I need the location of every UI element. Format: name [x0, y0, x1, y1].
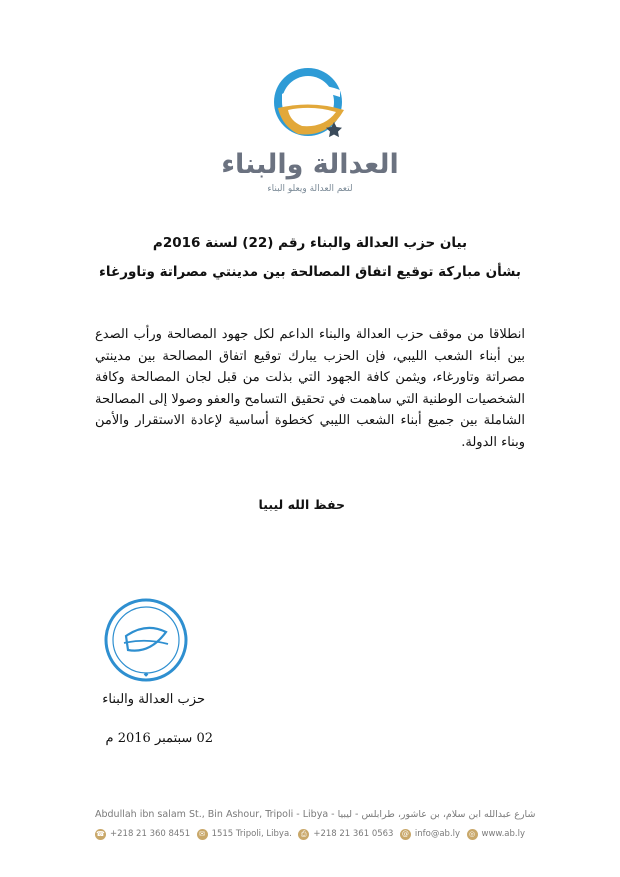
- footer-phone: [95, 829, 190, 840]
- footer-pobox: [197, 829, 292, 840]
- fax-icon: ⎙: [298, 829, 309, 840]
- statement-date: 02 سبتمبر 2016 م: [105, 731, 213, 746]
- statement-subject: بشأن مباركة توقيع اتفاق المصالحة بين مدينتي مصراتة وتاورغاء: [99, 264, 521, 280]
- footer-address: Abdullah ibn salam St., Bin Ashour, Tripoli - Libya - شارع عبدالله ابن سلام، بن عاشور، طرابلس - ليبيا: [95, 809, 536, 820]
- footer-fax: [298, 829, 393, 840]
- mailbox-icon: ✉: [197, 829, 208, 840]
- pobox-text: 1515 Tripoli, Libya.: [211, 829, 292, 839]
- phone-text: +218 21 360 8451: [110, 829, 191, 839]
- web-icon: ◎: [467, 829, 478, 840]
- party-logo-icon: [268, 64, 354, 144]
- logo-tagline: لتعم العدالة ويعلو البناء: [267, 184, 353, 194]
- web-text[interactable]: www.ab.ly: [481, 829, 525, 839]
- logo-party-name: العدالة والبناء: [221, 149, 399, 180]
- closing-line: حفظ الله ليبيا: [258, 497, 345, 512]
- footer-web[interactable]: [467, 829, 525, 840]
- email-text[interactable]: info@ab.ly: [414, 829, 461, 839]
- party-stamp-icon: [98, 596, 194, 684]
- footer-email[interactable]: [400, 829, 460, 840]
- fax-text: +218 21 361 0563: [313, 829, 394, 839]
- phone-icon: ☎: [96, 829, 105, 838]
- svg-text:◆: ◆: [143, 671, 149, 678]
- email-icon: @: [401, 829, 409, 838]
- statement-title: بيان حزب العدالة والبناء رقم (22) لسنة 2016م: [152, 235, 468, 251]
- footer-contacts: [95, 826, 525, 842]
- statement-body: انطلاقا من موقف حزب العدالة والبناء الداعم لكل جهود المصالحة ورأب الصدع بين أبناء الشعب الليبي، فإن الحزب يبارك توقيع اتفاق المصالحة بين مدينتي مصراتة وتاورغاء، ويثمن كافة الجهود التي بذلت من قبل لجان المصالحة وكافة الشخصيات الوطنية التي ساهمت في تحقيق التسامح والعفو وصولا إلى المصالحة الشاملة بين جميع أبناء الشعب الليبي كخطوة أساسية لإعادة الاستقرار والأمن وبناء الدولة.: [95, 327, 525, 450]
- signatory-party: حزب العدالة والبناء: [102, 692, 205, 707]
